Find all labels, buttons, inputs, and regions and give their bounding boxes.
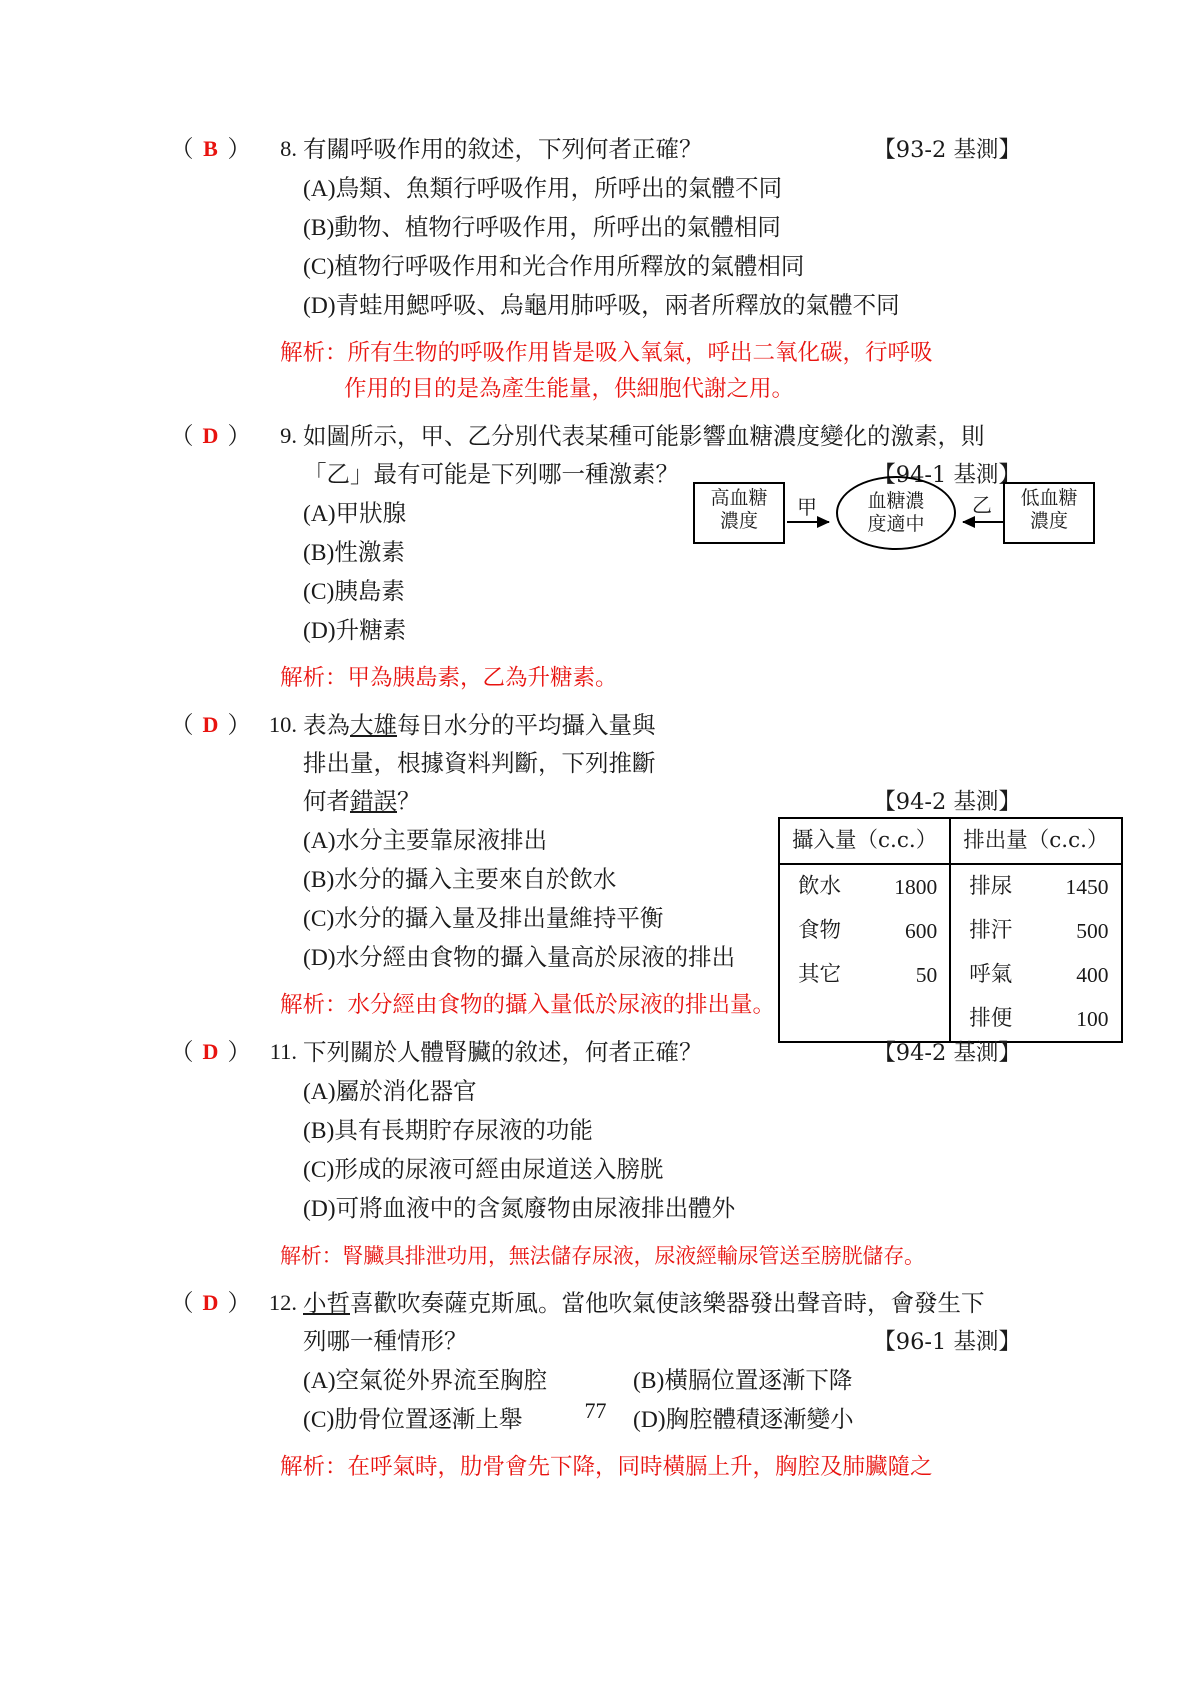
question-12-stem: 小哲喜歡吹奏薩克斯風。當他吹氣使該樂器發出聲音時，會發生下 (303, 1289, 985, 1317)
output-name: 呼氣 (969, 962, 1013, 987)
question-block-10 (170, 706, 1109, 1031)
option-label: (B) (303, 1118, 335, 1144)
question-11-stem-line (303, 1033, 1021, 1072)
option-text: 水分的攝入量及排出量維持平衡 (334, 904, 664, 932)
question-10-stem-cont: 排出量，根據資料判斷，下列推斷 (303, 749, 656, 777)
table-cell-output (950, 953, 1121, 997)
output-name: 排尿 (969, 874, 1013, 899)
option-text: 水分經由食物的攝入量高於尿液的排出 (335, 943, 736, 971)
question-11-body (303, 1033, 1021, 1228)
option-text: 性激素 (334, 538, 405, 566)
question-8-header (170, 130, 1021, 325)
answer-letter-8: B (203, 136, 218, 161)
page-number: 77 (584, 1398, 607, 1423)
table-header-row (779, 818, 1122, 864)
diagram-ellipse-line: 度適中 (867, 513, 925, 535)
table-row (779, 953, 1122, 997)
explanation-line: 解析：在呼氣時，肋骨會先下降，同時橫膈上升，胸腔及肺臟隨之 (280, 1454, 933, 1480)
question-10-stem-line (303, 706, 1021, 744)
question-11-options (303, 1072, 1021, 1228)
answer-paren-right: ） (227, 711, 251, 739)
diagram-box-line: 高血糖 (710, 487, 768, 509)
option-text: 具有長期貯存尿液的功能 (334, 1116, 593, 1144)
option-row (303, 1072, 1021, 1111)
explanation-line: 解析：所有生物的呼吸作用皆是吸入氧氣，呼出二氧化碳，行呼吸 (280, 340, 933, 366)
option-text: 橫膈位置逐漸下降 (664, 1366, 853, 1394)
explanation-line: 解析：腎臟具排泄功用，無法儲存尿液，尿液經輸尿管送至膀胱儲存。 (280, 1244, 925, 1268)
option-label: (D) (303, 945, 336, 971)
option-text: 肋骨位置逐漸上舉 (334, 1405, 523, 1433)
answer-letter-10: D (202, 712, 219, 737)
question-12-source: 【96-1 基測】 (873, 1329, 1021, 1355)
option-label: (B) (303, 215, 335, 241)
question-11-stem: 下列關於人體腎臟的敘述，何者正確？ (303, 1038, 703, 1066)
question-8-options (303, 169, 1021, 325)
table-cell-output (950, 909, 1121, 953)
option-text: 胸腔體積逐漸變小 (665, 1405, 854, 1433)
explanation-line: 解析：甲為胰島素，乙為升糖素。 (280, 665, 618, 691)
question-12-stem-line (303, 1322, 1021, 1361)
question-12-stem-line (303, 1284, 1021, 1322)
question-block-11 (170, 1033, 1021, 1274)
option-text: 動物、植物行呼吸作用，所呼出的氣體相同 (334, 213, 781, 241)
question-8-stem: 有關呼吸作用的敘述，下列何者正確？ (303, 135, 703, 163)
option-label: (C) (303, 1157, 335, 1183)
intake-value: 50 (915, 963, 938, 987)
diagram-ellipse-normal-glucose (836, 476, 956, 550)
option-label: (A) (303, 828, 336, 854)
question-block-8 (170, 130, 1021, 407)
question-11-source: 【94-2 基測】 (873, 1040, 1021, 1066)
answer-paren-right: ） (227, 1289, 251, 1317)
table-cell-output (950, 864, 1121, 909)
output-value: 100 (1076, 1007, 1109, 1031)
answer-paren-right: ） (227, 422, 251, 450)
question-8-source: 【93-2 基測】 (873, 137, 1021, 163)
option-label: (D) (303, 293, 336, 319)
option-text: 水分主要靠尿液排出 (335, 826, 548, 854)
answer-letter-9: D (202, 423, 219, 448)
diagram-arrow-label-jia: 甲 (797, 495, 817, 519)
question-number-8: 8. (280, 136, 297, 161)
option-label: (A) (303, 1368, 336, 1394)
option-label: (C) (303, 579, 335, 605)
answer-paren-right: ） (227, 135, 251, 163)
answer-letter-12: D (202, 1290, 219, 1315)
option-label: (D) (633, 1407, 666, 1433)
question-number-11: 11. (269, 1039, 297, 1064)
question-8-stem-line (303, 130, 1021, 169)
option-label: (C) (303, 906, 335, 932)
option-row (303, 286, 1021, 325)
question-9-stem-cont: 「乙」最有可能是下列哪一種激素？ (303, 460, 679, 488)
answer-paren-left: （ (170, 135, 194, 163)
diagram-box-line: 低血糖 (1020, 487, 1078, 509)
option-text: 甲狀腺 (335, 499, 407, 527)
option-label: (B) (633, 1368, 665, 1394)
question-10-stem-line (303, 744, 1021, 782)
table-cell-intake (779, 953, 950, 997)
diagram-arrow-left (963, 521, 1003, 523)
diagram-box-line: 濃度 (719, 510, 758, 532)
intake-value: 600 (905, 919, 938, 943)
question-11-header (170, 1033, 1021, 1228)
question-number-12: 12. (268, 1290, 297, 1315)
option-label: (C) (303, 1407, 335, 1433)
output-name: 排便 (969, 1006, 1013, 1031)
explanation-9 (280, 660, 1021, 696)
option-text: 鳥類、魚類行呼吸作用，所呼出的氣體不同 (335, 174, 783, 202)
question-12-stem-cont: 列哪一種情形？ (303, 1327, 468, 1355)
underlined-name: 小哲 (303, 1289, 350, 1317)
output-value: 1450 (1065, 875, 1109, 899)
answer-paren-left: （ (170, 422, 194, 450)
underlined-word: 錯誤 (350, 787, 397, 815)
explanation-line: 作用的目的是為產生能量，供細胞代謝之用。 (344, 376, 795, 402)
question-9-body (303, 417, 1078, 650)
table-header-output: 排出量（c.c.） (950, 818, 1121, 864)
option-label: (A) (303, 501, 336, 527)
output-name: 排汗 (969, 918, 1013, 943)
option-text: 水分的攝入主要來自於飲水 (334, 865, 617, 893)
option-text: 植物行呼吸作用和光合作用所釋放的氣體相同 (334, 252, 805, 280)
answer-letter-11: D (202, 1039, 219, 1064)
question-9-header (170, 417, 1078, 650)
question-9-stem: 如圖所示，甲、乙分別代表某種可能影響血糖濃度變化的激素，則 (303, 422, 985, 450)
option-row (303, 1150, 1021, 1189)
output-value: 400 (1076, 963, 1109, 987)
option-row (303, 572, 1021, 611)
diagram-box-low-glucose (1003, 482, 1095, 544)
question-9-stem-line (303, 417, 1021, 455)
option-row (303, 1189, 1021, 1228)
intake-value: 1800 (894, 875, 938, 899)
question-10-stem-line (303, 782, 1021, 821)
option-text: 胰島素 (334, 577, 405, 605)
table-row (779, 909, 1122, 953)
table-body (779, 864, 1122, 1042)
diagram-box-high-glucose (693, 482, 785, 544)
question-number-9: 9. (280, 423, 297, 448)
option-label: (C) (303, 254, 335, 280)
answer-paren-left: （ (170, 1289, 194, 1317)
option-row (303, 247, 1021, 286)
table-header-intake: 攝入量（c.c.） (779, 818, 950, 864)
explanation-line: 解析：水分經由食物的攝入量低於尿液的排出量。 (280, 992, 776, 1018)
option-cell (633, 1361, 852, 1400)
option-text: 空氣從外界流至胸腔 (335, 1366, 548, 1394)
answer-paren-left: （ (170, 711, 194, 739)
intake-name: 飲水 (798, 874, 842, 899)
diagram-arrow-right (787, 521, 829, 523)
diagram-box-line: 濃度 (1029, 510, 1068, 532)
option-row (303, 1361, 1021, 1400)
table-cell-intake (779, 909, 950, 953)
option-text: 青蛙用鰓呼吸、烏龜用肺呼吸，兩者所釋放的氣體不同 (335, 291, 900, 319)
question-10-source: 【94-2 基測】 (873, 789, 1021, 815)
explanation-11 (280, 1238, 1021, 1274)
option-label: (D) (303, 618, 336, 644)
question-block-12 (170, 1284, 1021, 1485)
output-value: 500 (1076, 919, 1109, 943)
option-label: (A) (303, 1079, 336, 1105)
option-row (303, 611, 1021, 650)
option-text: 可將血液中的含氮廢物由尿液排出體外 (335, 1194, 736, 1222)
water-balance-table (778, 817, 1123, 1043)
option-label: (A) (303, 176, 336, 202)
option-label: (D) (303, 1196, 336, 1222)
option-row (303, 208, 1021, 247)
question-block-9 (170, 417, 1078, 696)
intake-name: 食物 (798, 918, 842, 943)
diagram-ellipse-line: 血糖濃 (867, 490, 925, 512)
table-cell-intake (779, 864, 950, 909)
option-text: 屬於消化器官 (335, 1077, 477, 1105)
question-10-stem: 表為大雄每日水分的平均攝入量與 (303, 711, 656, 739)
answer-paren-left: （ (170, 1038, 194, 1066)
option-text: 形成的尿液可經由尿道送入膀胱 (334, 1155, 664, 1183)
blood-glucose-flow-diagram (693, 476, 1093, 550)
question-number-10: 10. (268, 712, 297, 737)
option-label: (B) (303, 540, 335, 566)
option-label: (B) (303, 867, 335, 893)
table-header (779, 818, 1122, 864)
option-row (303, 169, 1021, 208)
explanation-8 (280, 335, 1021, 407)
option-row (303, 1111, 1021, 1150)
option-cell (303, 1361, 633, 1400)
question-9-source: 【94-1 基測】 (873, 462, 1021, 488)
underlined-name: 大雄 (350, 711, 397, 739)
question-10-stem-cont2: 何者錯誤？ (303, 787, 421, 815)
option-text: 升糖素 (335, 616, 407, 644)
explanation-12 (280, 1449, 1021, 1485)
table-row (779, 864, 1122, 909)
intake-name: 其它 (798, 962, 842, 987)
diagram-arrow-label-yi: 乙 (972, 493, 992, 517)
answer-paren-right: ） (227, 1038, 251, 1066)
question-8-body (303, 130, 1021, 325)
